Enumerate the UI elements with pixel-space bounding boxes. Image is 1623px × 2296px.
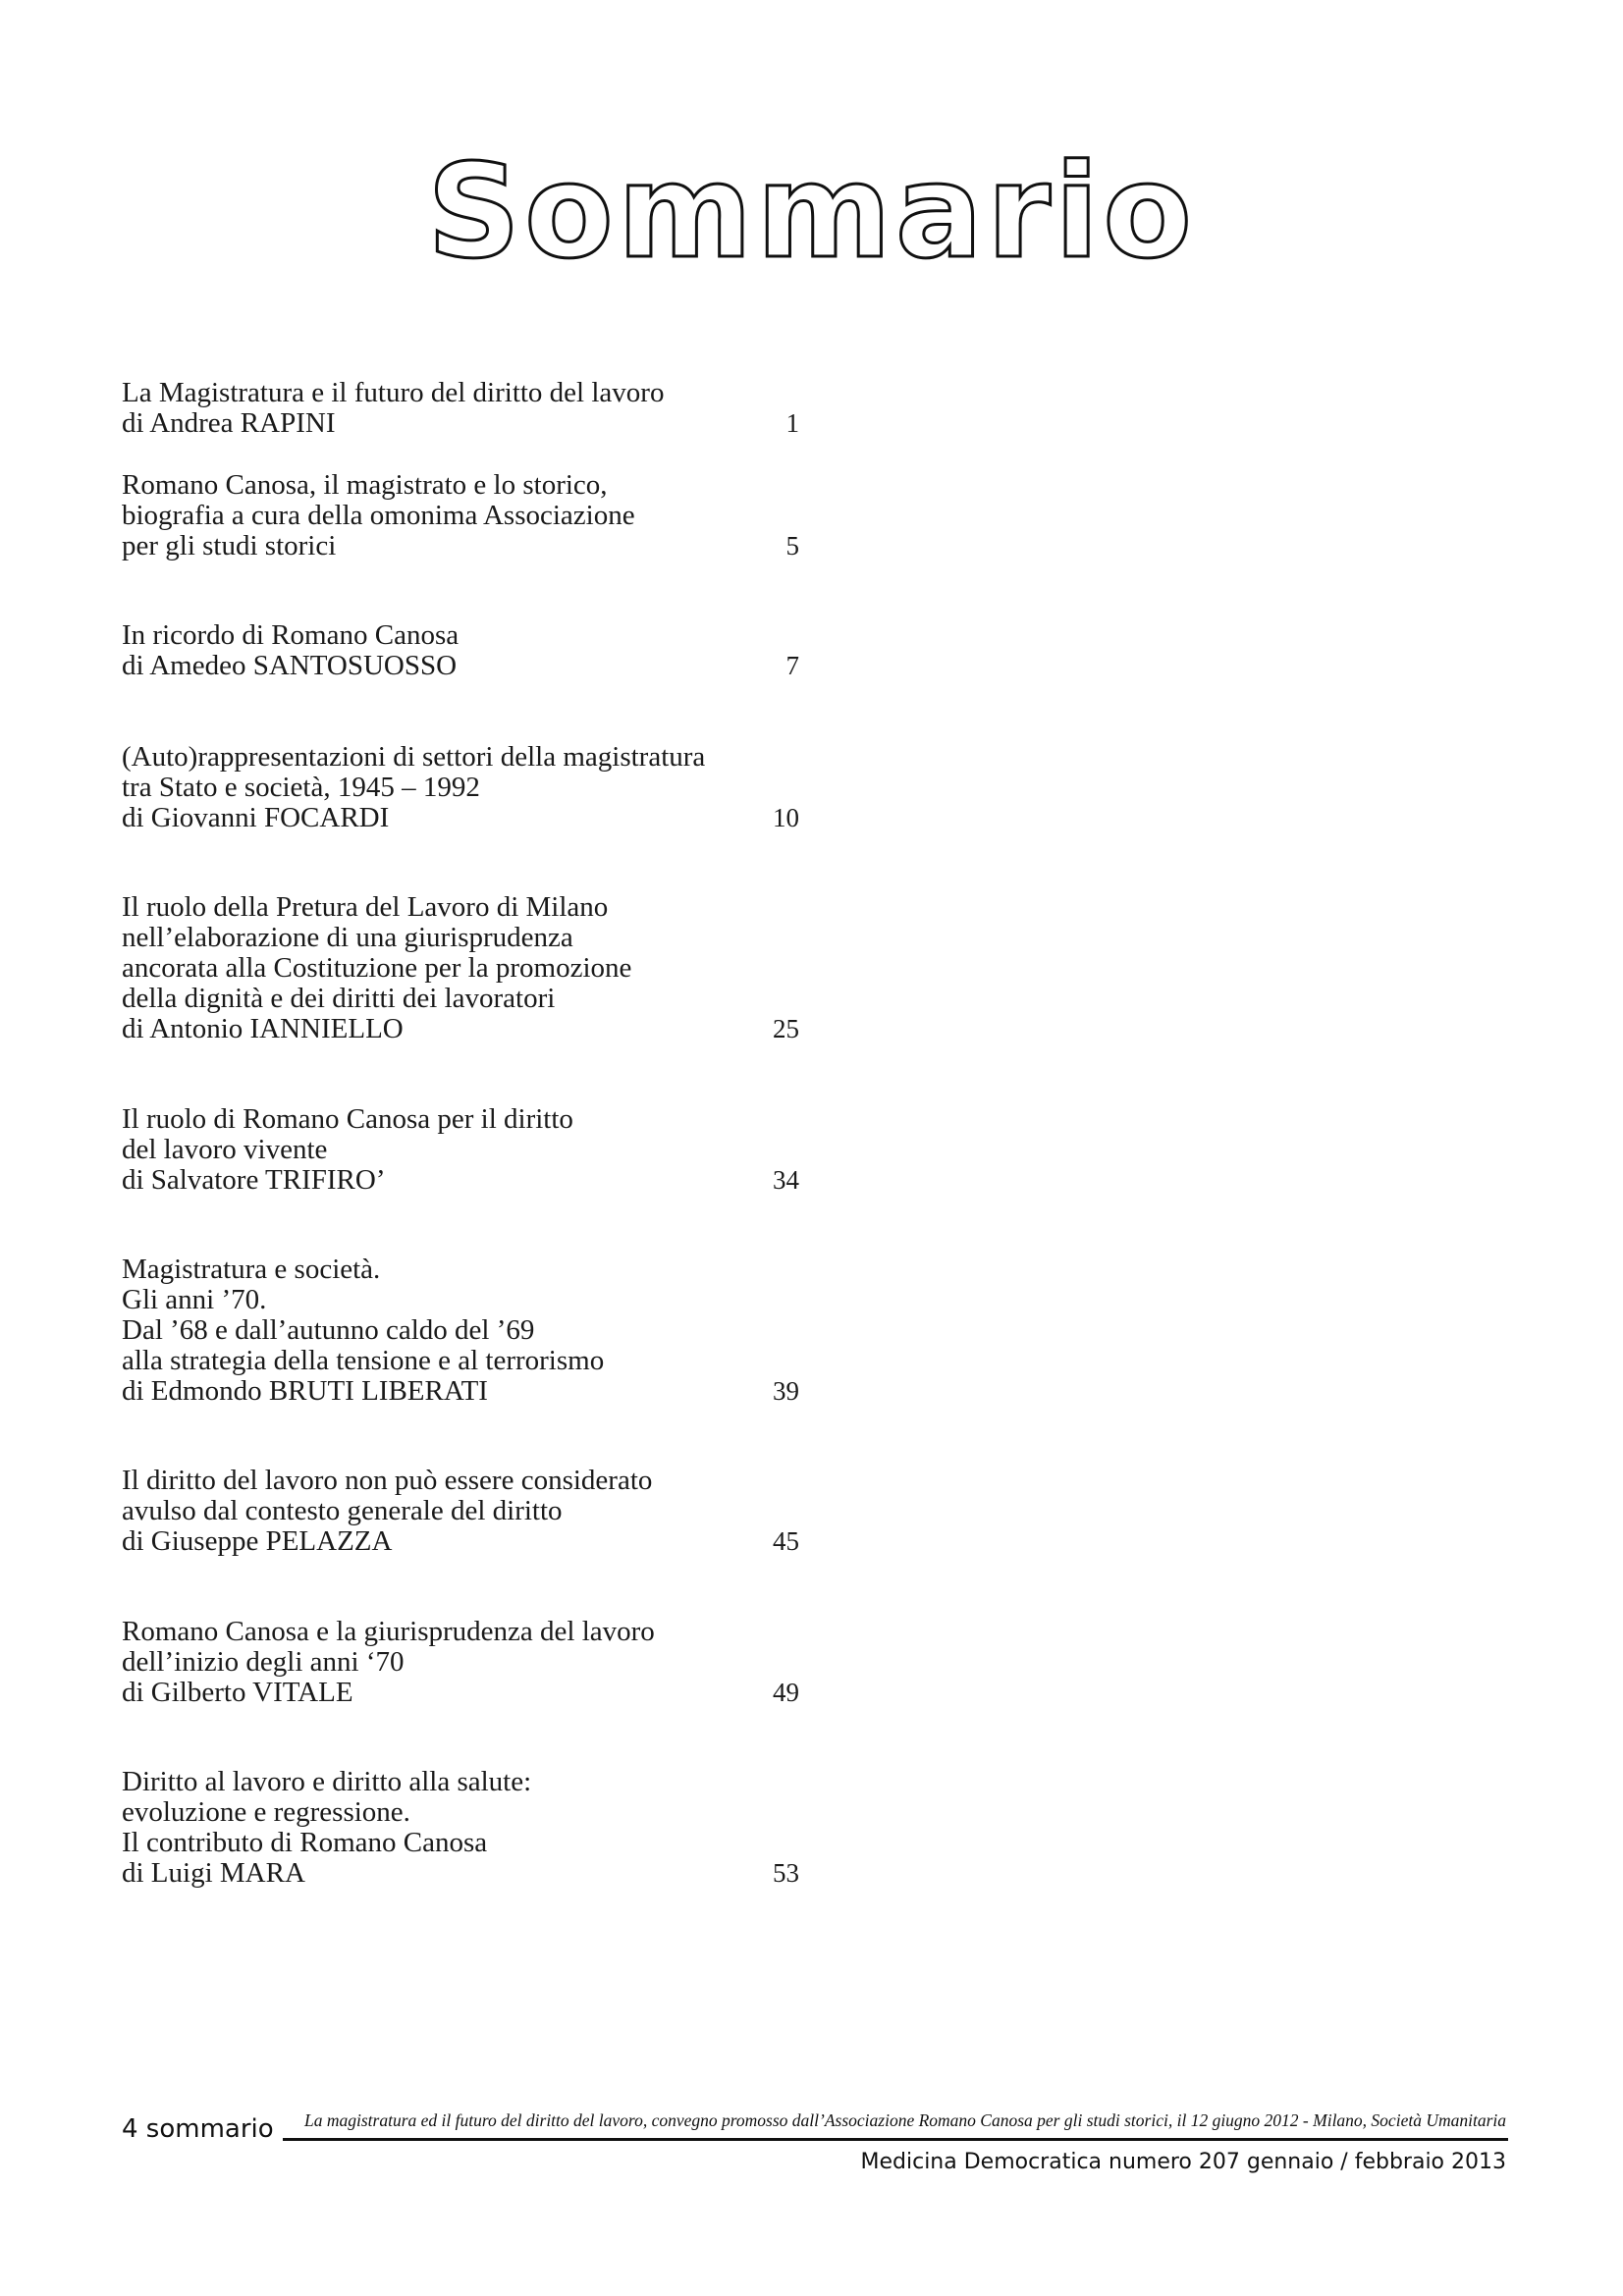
toc-entry-line: di Giovanni FOCARDI: [122, 802, 390, 833]
toc-entry-line: (Auto)rappresentazioni di settori della magistratura: [122, 741, 706, 773]
toc-entry-line: In ricordo di Romano Canosa: [122, 619, 460, 651]
conference-note: La magistratura ed il futuro del diritto del lavoro, convegno promosso dall’Associazione Romano Canosa per gli studi storici, il 12 giugno 2012 - Milano, Società Umanitaria: [304, 2110, 1506, 2130]
toc-entry-line: Il ruolo della Pretura del Lavoro di Milano: [122, 891, 609, 923]
page-title: Sommario: [427, 136, 1196, 288]
toc-entry: [122, 470, 799, 561]
toc-page-number: 49: [773, 1678, 799, 1707]
toc-entry-line: di Edmondo BRUTI LIBERATI: [122, 1375, 488, 1407]
toc-page-number: 7: [785, 651, 799, 680]
toc-page-number: 1: [785, 408, 799, 438]
toc-entry-line: Il ruolo di Romano Canosa per il diritto: [122, 1103, 573, 1135]
toc-entry-line: La Magistratura e il futuro del diritto del lavoro: [122, 377, 665, 408]
toc-entry-line: per gli studi storici: [122, 530, 337, 561]
toc-entry-line: della dignità e dei diritti dei lavoratori: [122, 983, 556, 1014]
toc-page-number: 39: [773, 1376, 799, 1406]
toc-entry-line: Diritto al lavoro e diritto alla salute:: [122, 1766, 532, 1797]
toc-page-number: 45: [773, 1526, 799, 1556]
journal-issue: Medicina Democratica numero 207 gennaio / febbraio 2013: [860, 2150, 1506, 2174]
toc-entry: [122, 892, 799, 1044]
toc-entry-line: dell’inizio degli anni ‘70: [122, 1646, 405, 1678]
toc-entry-line: di Gilberto VITALE: [122, 1677, 353, 1708]
toc-entry-line: Romano Canosa, il magistrato e lo storico,: [122, 469, 608, 501]
toc-entry-line: di Andrea RAPINI: [122, 407, 336, 439]
toc-entry-line: di Salvatore TRIFIRO’: [122, 1164, 386, 1196]
toc-entry: [122, 620, 799, 681]
toc-entry: [122, 1255, 799, 1407]
toc-page-number: 53: [773, 1858, 799, 1888]
toc-entry: [122, 378, 799, 439]
toc-entry-line: di Luigi MARA: [122, 1857, 305, 1889]
toc-entry-line: del lavoro vivente: [122, 1134, 328, 1165]
footer-divider: [283, 2138, 1508, 2141]
toc-entry-line: ancorata alla Costituzione per la promozione: [122, 952, 632, 984]
section-label: 4 sommario: [122, 2114, 274, 2144]
toc-page-number: 25: [773, 1014, 799, 1043]
toc-entry-line: tra Stato e società, 1945 – 1992: [122, 772, 480, 803]
toc-entry-line: Gli anni ’70.: [122, 1284, 267, 1315]
toc-entry: [122, 742, 799, 833]
toc-entry-line: Romano Canosa e la giurisprudenza del lavoro: [122, 1616, 655, 1647]
toc-entry-line: evoluzione e regressione.: [122, 1796, 410, 1828]
toc-entry-line: Il diritto del lavoro non può essere considerato: [122, 1465, 653, 1496]
toc-entry: [122, 1617, 799, 1708]
toc-entry: [122, 1466, 799, 1557]
toc-entry: [122, 1767, 799, 1889]
toc-entry-line: Magistratura e società.: [122, 1254, 381, 1285]
toc-entry-line: biografia a cura della omonima Associazione: [122, 500, 635, 531]
toc-entry-line: di Giuseppe PELAZZA: [122, 1525, 393, 1557]
toc-entry: [122, 1104, 799, 1196]
toc-page-number: 10: [773, 803, 799, 832]
toc-entry-line: avulso dal contesto generale del diritto: [122, 1495, 563, 1526]
toc-entry-line: nell’elaborazione di una giurisprudenza: [122, 922, 573, 953]
toc-entry-line: di Antonio IANNIELLO: [122, 1013, 404, 1044]
toc-entry-line: Dal ’68 e dall’autunno caldo del ’69: [122, 1314, 535, 1346]
toc-page-number: 5: [785, 531, 799, 561]
toc-entry-line: Il contributo di Romano Canosa: [122, 1827, 488, 1858]
toc-page-number: 34: [773, 1165, 799, 1195]
toc-entry-line: alla strategia della tensione e al terrorismo: [122, 1345, 605, 1376]
toc-entry-line: di Amedeo SANTOSUOSSO: [122, 650, 458, 681]
